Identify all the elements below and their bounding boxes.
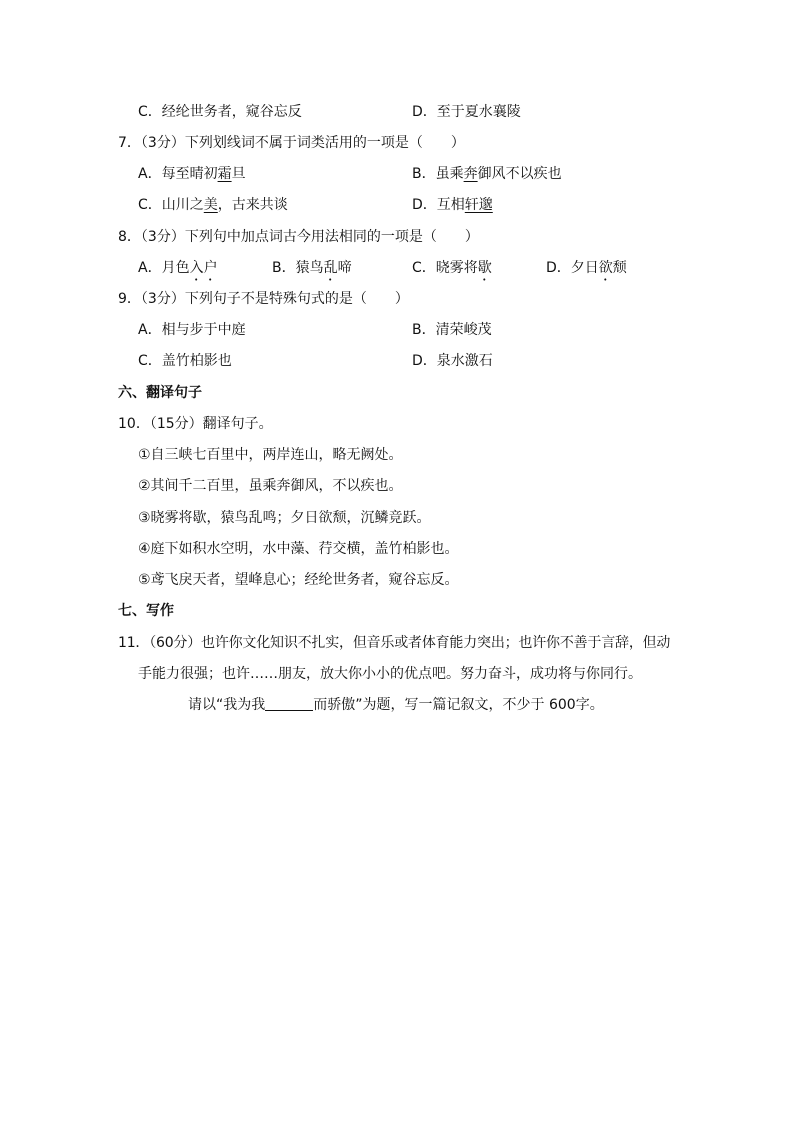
q8-option-c: [412, 258, 492, 284]
q10-sentence-4: ④庭下如积水空明，水中藻、荇交横，盖竹柏影也。: [138, 541, 459, 557]
q9-option-d: D．泉水激石: [412, 353, 493, 369]
q11-blank: [265, 696, 313, 711]
q8-b-text-end: 啼: [337, 260, 352, 276]
q8-d-dotted: 欲: [598, 260, 613, 276]
q10-sentence-1: ①自三峡七百里中，两岸连山，略无阙处。: [138, 447, 403, 463]
q6-option-d: D．至于夏水襄陵: [412, 104, 521, 120]
q8-option-b: [272, 258, 352, 284]
q11-prompt-start: 请以“我为我: [188, 697, 266, 713]
q11-prompt: [188, 695, 604, 715]
q7-option-c: [138, 195, 288, 215]
q10-sentence-2: ②其间千二百里，虽乘奔御风，不以疾也。: [138, 478, 403, 494]
q10-stem: 10．（15分）翻译句子。: [118, 416, 273, 432]
q7-stem: 7．（3分）下列划线词不属于词类活用的一项是（ ）: [118, 135, 465, 151]
q8-b-text: B．猿鸟: [272, 260, 324, 276]
q8-a-text: A．月色: [138, 260, 190, 276]
q8-option-a: [138, 258, 218, 284]
q10-sentence-5: ⑤鸢飞戾天者，望峰息心；经纶世务者，窥谷忘反。: [138, 572, 459, 588]
q11-line-2: 手能力很强；也许……朋友，放大你小小的优点吧。努力奋斗，成功将与你同行。: [138, 666, 642, 682]
q7-option-b: [412, 164, 562, 184]
q9-option-c: C．盖竹柏影也: [138, 353, 232, 369]
q9-option-b: B．清荣峻茂: [412, 322, 492, 338]
q7-b-underlined: 奔: [463, 166, 478, 182]
q7-c-text-end: ，古来共谈: [217, 197, 288, 213]
q7-c-text: C．山川之: [138, 197, 204, 213]
q11-line-1: 11．（60分）也许你文化知识不扎实，但音乐或者体育能力突出；也许你不善于言辞，但动: [118, 635, 671, 651]
q7-b-text: B．虽乘: [412, 166, 464, 182]
q8-d-text: D．夕日: [546, 260, 599, 276]
q8-d-text-end: 颓: [612, 260, 627, 276]
q7-d-text: D．互相: [412, 197, 465, 213]
q8-c-text: C．晓雾将: [412, 260, 478, 276]
q7-d-underlined: 轩邈: [464, 197, 493, 213]
q7-a-text: A．每至晴初: [138, 166, 218, 182]
q7-a-text-end: 旦: [231, 166, 246, 182]
q7-a-underlined: 霜: [217, 166, 232, 182]
q11-prompt-end: 而骄傲”为题，写一篇记叙文，不少于 600字。: [313, 697, 604, 713]
section-writing-title: 七、写作: [118, 603, 174, 619]
q7-option-a: [138, 164, 246, 184]
q8-a-dotted: 入户: [189, 260, 218, 276]
q6-option-c: C．经纶世务者，窥谷忘反: [138, 104, 302, 120]
q7-b-text-end: 御风不以疾也: [477, 166, 562, 182]
q8-option-d: [546, 258, 627, 284]
q9-option-a: A．相与步于中庭: [138, 322, 246, 338]
q7-option-d: [412, 195, 493, 215]
q10-sentence-3: ③晓雾将歇，猿鸟乱鸣；夕日欲颓，沉鳞竞跃。: [138, 510, 431, 526]
section-translate-title: 六、翻译句子: [118, 385, 202, 401]
q8-stem: 8．（3分）下列句中加点词古今用法相同的一项是（ ）: [118, 229, 479, 245]
q8-c-dotted: 歇: [477, 260, 492, 276]
q9-stem: 9．（3分）下列句子不是特殊句式的是（ ）: [118, 291, 409, 307]
q7-c-underlined: 美: [203, 197, 218, 213]
q8-b-dotted: 乱: [323, 260, 338, 276]
